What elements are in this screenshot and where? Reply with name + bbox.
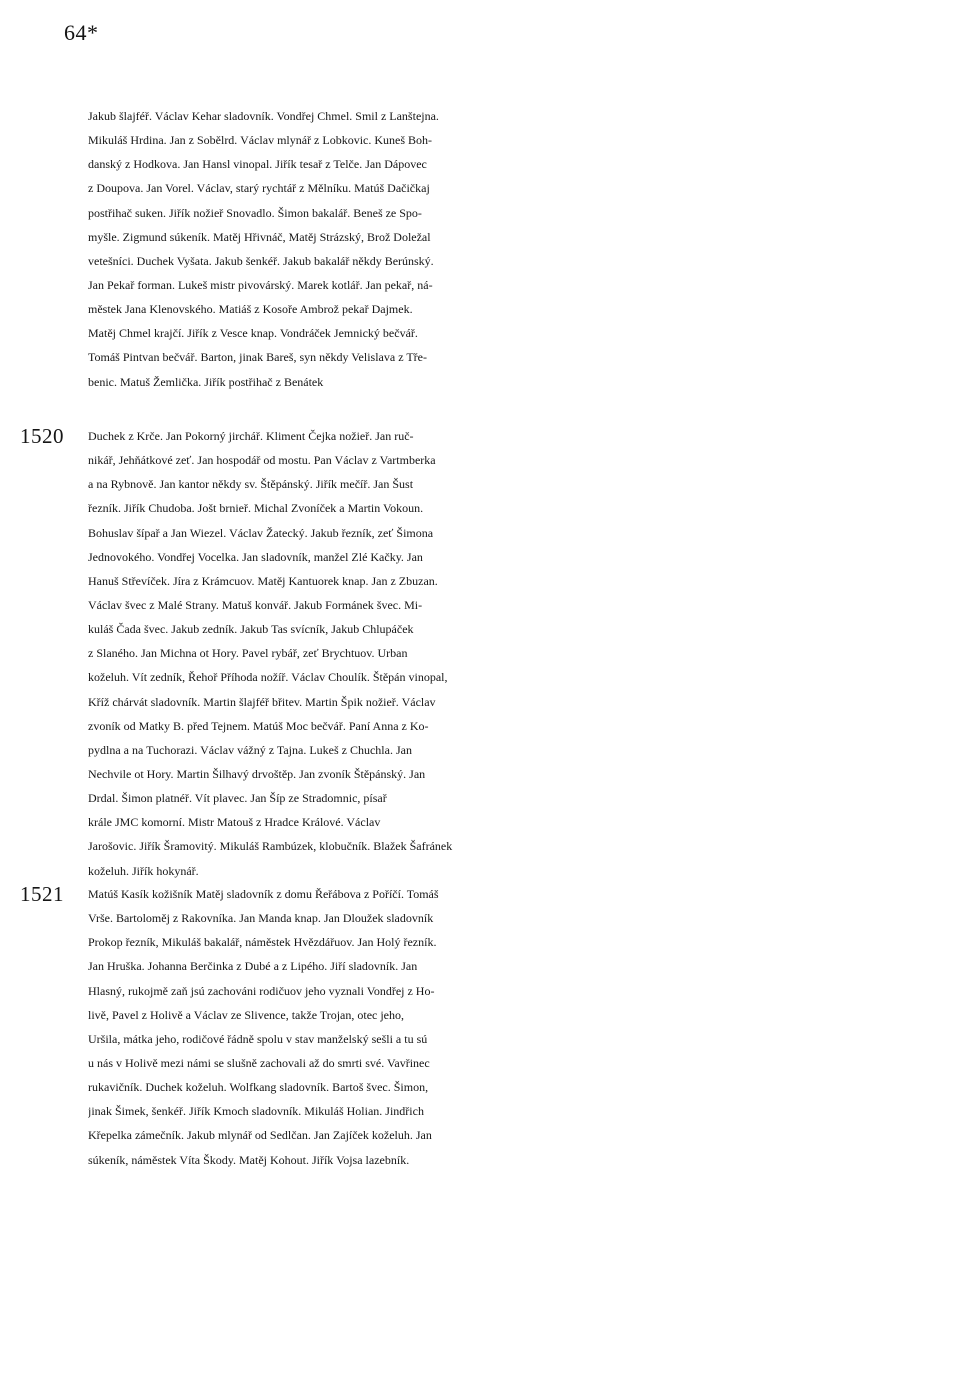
text-line: Jan Hruška. Johanna Berčinka z Dubé a z Lipého. Jiří sladovník. Jan xyxy=(88,959,418,974)
text-line: Jakub šlajféř. Václav Kehar sladovník. Vondřej Chmel. Smil z Lanštejna. xyxy=(88,109,439,123)
text-line: Duchek z Krče. Jan Pokorný jirchář. Kliment Čejka nožieř. Jan ruč- xyxy=(88,429,414,443)
text-line: a na Rybnově. Jan kantor někdy sv. Štěpánský. Jiřík mečíř. Jan Šust xyxy=(88,477,414,492)
text-line: myšle. Zigmund súkeník. Matěj Hřivnáč, Matěj Strázský, Brož Doležal xyxy=(88,229,431,244)
text-line: benic. Matuš Žemlička. Jiřík postřihač z Benátek xyxy=(88,374,324,389)
text-line: Václav švec z Malé Strany. Matuš konvář. Jakub Formánek švec. Mi- xyxy=(88,597,423,612)
text-line: vetešníci. Duchek Vyšata. Jakub šenkéř. Jakub bakalář někdy Berúnský. xyxy=(88,253,434,268)
text-line: kuláš Čada švec. Jakub zedník. Jakub Tas svícník, Jakub Chlupáček xyxy=(88,622,414,637)
paragraph xyxy=(88,104,928,394)
page-number: 64* xyxy=(64,20,99,45)
text-line: u nás v Holivě mezi námi se slušně zachovali až do smrti své. Vavřinec xyxy=(88,1055,430,1070)
text-line: Vrše. Bartoloměj z Rakovníka. Jan Manda knap. Jan Dloužek sladovník xyxy=(88,911,434,926)
text-line: z Doupova. Jan Vorel. Václav, starý rychtář z Mělníku. Matúš Dačičkaj xyxy=(88,181,430,196)
text-line: rukavičník. Duchek koželuh. Wolfkang sladovník. Bartoš švec. Šimon, xyxy=(88,1080,429,1095)
text-line: postřihač suken. Jiřík nožieř Snovadlo. Šimon bakalář. Beneš ze Spo- xyxy=(88,205,422,220)
text-line: Drdal. Šimon platnéř. Vít plavec. Jan Šíp ze Stradomnic, písař xyxy=(88,791,387,806)
text-line: Uršila, mátka jeho, rodičové řádně spolu v stav manželský sešli a tu sú xyxy=(88,1031,428,1046)
text-line: danský z Hodkova. Jan Hansl vinopal. Jiřík tesař z Telče. Jan Dápovec xyxy=(88,157,427,172)
text-line: Jarošovic. Jiřík Šramovitý. Mikuláš Rambúzek, klobučník. Blažek Šafránek xyxy=(88,839,453,854)
text-line: Prokop řezník, Mikuláš bakalář, náměstek Hvězdářuov. Jan Holý řezník. xyxy=(88,935,437,950)
text-line: Křepelka zámečník. Jakub mlynář od Sedlčan. Jan Zajíček koželuh. Jan xyxy=(88,1128,432,1143)
text-line: Jan Pekař forman. Lukeš mistr pivovárský. Marek kotlář. Jan pekař, ná- xyxy=(88,277,433,292)
text-line: Matúš Kasík kožišník Matěj sladovník z domu Řeřábova z Poříčí. Tomáš xyxy=(88,887,439,901)
text-line: súkeník, náměstek Víta Škody. Matěj Kohout. Jiřík Vojsa lazebník. xyxy=(88,1152,410,1167)
text-line: Hlasný, rukojmě zaň jsú zachováni rodičuov jeho vyznali Vondřej z Ho- xyxy=(88,983,435,998)
text-line: zvoník od Matky B. před Tejnem. Matúš Moc bečvář. Paní Anna z Ko- xyxy=(88,718,429,733)
text-line: jinak Šimek, šenkéř. Jiřík Kmoch sladovník. Mikuláš Holian. Jindřich xyxy=(88,1104,424,1119)
text-line: z Slaného. Jan Michna ot Hory. Pavel rybář, zeť Brychtuov. Urban xyxy=(88,646,408,661)
text-line: pydlna a na Tuchorazi. Václav vážný z Tajna. Lukeš z Chuchla. Jan xyxy=(88,742,412,757)
text-line: krále JMC komorní. Mistr Matouš z Hradce Králové. Václav xyxy=(88,815,381,830)
text-line: nikář, Jehňátkové zeť. Jan hospodář od mostu. Pan Václav z Vartmberka xyxy=(88,453,436,468)
text-line: Tomáš Pintvan bečvář. Barton, jinak Bareš, syn někdy Velislava z Tře- xyxy=(88,350,427,365)
paragraph xyxy=(88,882,928,1172)
text-line: Jednovokého. Vondřej Vocelka. Jan sladovník, manžel Zlé Kačky. Jan xyxy=(88,549,423,564)
text-line: Bohuslav šípař a Jan Wiezel. Václav Žatecký. Jakub řezník, zeť Šimona xyxy=(88,525,434,540)
text-line: Hanuš Střevíček. Jíra z Krámcuov. Matěj Kantuorek knap. Jan z Zbuzan. xyxy=(88,573,438,588)
year-label: 1520 xyxy=(20,424,64,448)
text-line: městek Jana Klenovského. Matiáš z Kosoře Ambrož pekař Dajmek. xyxy=(88,302,413,317)
text-line: livě, Pavel z Holivě a Václav ze Slivence, takže Trojan, otec jeho, xyxy=(88,1007,405,1022)
text-line: Nechvile ot Hory. Martin Šilhavý drvoštěp. Jan zvoník Štěpánský. Jan xyxy=(88,766,426,781)
text-line: Matěj Chmel krajčí. Jiřík z Vesce knap. Vondráček Jemnický bečvář. xyxy=(88,326,418,341)
text-line: koželuh. Vít zedník, Řehoř Příhoda nožíř. Václav Choulík. Štěpán vinopal, xyxy=(88,670,448,685)
paragraph xyxy=(88,424,928,883)
year-label: 1521 xyxy=(20,882,64,906)
text-line: Mikuláš Hrdina. Jan z Sobělrd. Václav mlynář z Lobkovic. Kuneš Boh- xyxy=(88,133,433,148)
text-line: Kříž chárvát sladovník. Martin šlajféř břitev. Martin Špik nožieř. Václav xyxy=(88,694,436,709)
text-line: koželuh. Jiřík hokynář. xyxy=(88,863,199,878)
text-line: řezník. Jiřík Chudoba. Jošt brnieř. Michal Zvoníček a Martin Vokoun. xyxy=(88,501,424,516)
